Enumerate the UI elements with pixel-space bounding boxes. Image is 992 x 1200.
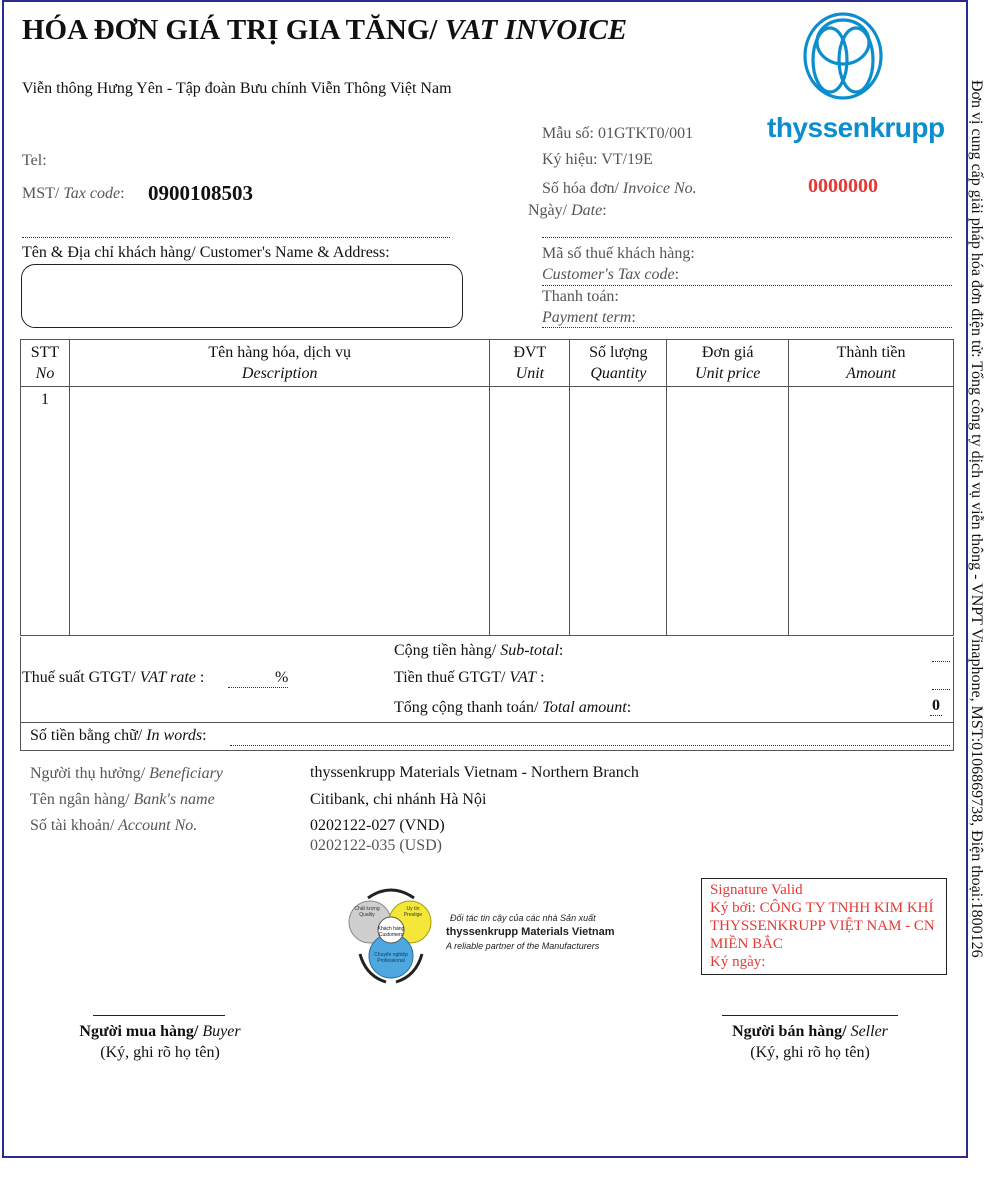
provider-side-note: Đơn vị cung cấp giải pháp hóa đơn điện tử: Tổng công ty dịch vụ viễn thông - VNPT Vinaphone, MST:0106869738, Điện thoại:1800126 — [968, 80, 985, 958]
logo-customers-text: Khách hàng Customers — [377, 926, 405, 938]
percent-sign: % — [275, 669, 289, 686]
invoice-number: 0000000 — [808, 175, 878, 197]
seller-sign-line — [722, 1015, 898, 1016]
customer-tax-label: Mã số thuế khách hàng: — [542, 245, 695, 262]
divider — [542, 285, 952, 286]
total-amount-value: 0 — [932, 697, 940, 714]
row-amount — [789, 387, 954, 636]
header-unit: ĐVT Unit — [490, 340, 570, 387]
signature-status: Signature Valid — [710, 882, 803, 898]
divider — [542, 327, 952, 328]
payment-label-en: Payment term: — [542, 309, 636, 326]
row-unit — [490, 387, 570, 636]
buyer-sign-line — [93, 1015, 225, 1016]
row-quantity — [570, 387, 667, 636]
bank-name-label: Tên ngân hàng/ Bank's name — [30, 791, 215, 808]
vat-amount-value — [932, 689, 950, 690]
partner-tagline-vn: Đối tác tin cậy của các nhà Sản xuất — [450, 913, 596, 923]
vat-rate-value — [228, 687, 288, 688]
vat-rate-label: Thuế suất GTGT/ VAT rate : — [22, 669, 205, 686]
logo-professional-text: Chuyên nghiệp Professional — [374, 952, 408, 964]
header-quantity: Số lượng Quantity — [570, 340, 667, 387]
payment-label: Thanh toán: — [542, 288, 619, 305]
partner-tagline-en: A reliable partner of the Manufacturers — [446, 941, 600, 951]
seller-sign-note: (Ký, ghi rõ họ tên) — [750, 1044, 870, 1061]
form-number: Mẫu số: 01GTKT0/001 — [542, 125, 694, 142]
total-amount-label: Tổng cộng thanh toán/ Total amount: — [394, 699, 632, 716]
divider — [542, 237, 952, 238]
digital-signature-box — [701, 878, 947, 975]
in-words-label: Số tiền bằng chữ/ In words: — [30, 727, 207, 744]
customer-label: Tên & Địa chỉ khách hàng/ Customer's Name & Address: — [22, 244, 390, 261]
beneficiary-value: thyssenkrupp Materials Vietnam - Northern Branch — [310, 764, 639, 781]
seller-title: Người bán hàng/ Seller — [732, 1023, 888, 1040]
subtotal-value — [932, 661, 950, 662]
in-words-value — [230, 745, 950, 746]
customer-tax-label-en: Customer's Tax code: — [542, 266, 680, 283]
brand-wordmark: thyssenkrupp — [767, 112, 945, 143]
signature-signer: Ký bởi: CÔNG TY TNHH KIM KHÍ THYSSENKRUPP VIỆT NAM - CN MIỀN BẮC — [710, 900, 935, 952]
partner-company: thyssenkrupp Materials Vietnam — [446, 926, 615, 938]
date-label: Ngày/ Date: — [528, 202, 607, 219]
vat-amount-label: Tiền thuế GTGT/ VAT : — [394, 669, 545, 686]
row-description — [69, 387, 489, 636]
beneficiary-label: Người thụ hưởng/ Beneficiary — [30, 765, 223, 782]
row-unit-price — [667, 387, 789, 636]
bank-name-value: Citibank, chi nhánh Hà Nội — [310, 791, 487, 808]
header-no: STT No — [21, 340, 70, 387]
invoice-title: HÓA ĐƠN GIÁ TRỊ GIA TĂNG/ VAT INVOICE — [22, 14, 628, 46]
table-header-row — [21, 340, 954, 387]
tax-code-label: MST/ Tax code: — [22, 185, 125, 202]
divider — [22, 237, 450, 238]
invoice-symbol: Ký hiệu: VT/19E — [542, 151, 653, 168]
header-description: Tên hàng hóa, dịch vụ Description — [69, 340, 489, 387]
header-unit-price: Đơn giá Unit price — [667, 340, 789, 387]
seller-tax-code: 0900108503 — [148, 181, 253, 205]
logo-quality-text: Chất lượng Quality — [354, 906, 380, 918]
signature-date: Ký ngày: — [710, 954, 766, 970]
logo-prestige-text: Uy tín Prestige — [403, 906, 423, 918]
buyer-title: Người mua hàng/ Buyer — [79, 1023, 241, 1040]
subtotal-label: Cộng tiền hàng/ Sub-total: — [394, 642, 564, 659]
account-label: Số tài khoản/ Account No. — [30, 817, 198, 834]
table-row — [21, 387, 954, 636]
tel-label: Tel: — [22, 152, 47, 169]
account-usd: 0202122-035 (USD) — [310, 837, 442, 854]
header-amount: Thành tiền Amount — [789, 340, 954, 387]
invoice-number-label: Số hóa đơn/ Invoice No. — [542, 180, 697, 197]
buyer-sign-note: (Ký, ghi rõ họ tên) — [100, 1044, 220, 1061]
thyssenkrupp-logo-icon — [801, 8, 885, 104]
customer-address-box — [21, 264, 463, 328]
row-number: 1 — [21, 387, 70, 636]
seller-name: Viễn thông Hưng Yên - Tập đoàn Bưu chính Viễn Thông Việt Nam — [22, 80, 452, 97]
items-table — [20, 339, 954, 636]
account-vnd: 0202122-027 (VND) — [310, 817, 445, 834]
